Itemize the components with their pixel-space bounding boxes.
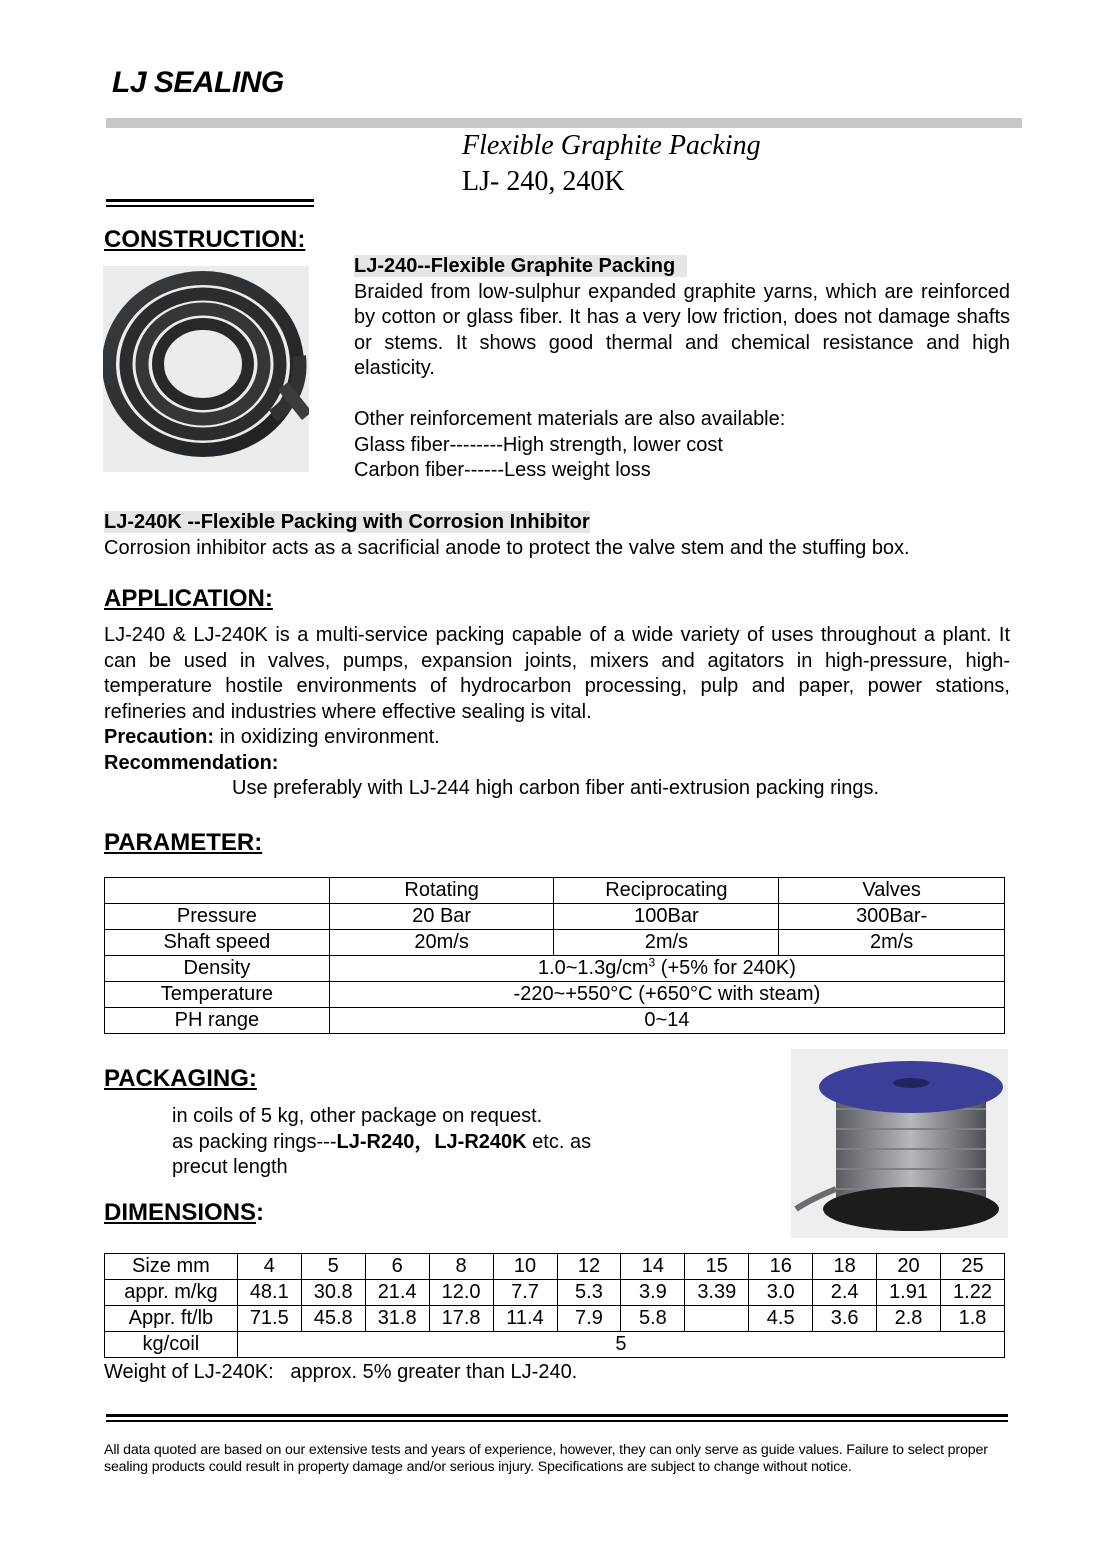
product2-block bbox=[104, 510, 1014, 561]
table-row bbox=[105, 956, 1005, 982]
brand-name: LJ SEALING bbox=[112, 66, 284, 99]
table-cell: Appr. ft/lb bbox=[105, 1306, 238, 1332]
table-cell: 12.0 bbox=[429, 1280, 493, 1306]
table-row bbox=[105, 904, 1005, 930]
parameter-heading: PARAMETER: bbox=[104, 829, 263, 856]
table-cell: PH range bbox=[105, 1008, 330, 1034]
recommendation-label: Recommendation: bbox=[104, 751, 279, 774]
table-cell: 45.8 bbox=[301, 1306, 365, 1332]
packaging-line: precut length bbox=[172, 1156, 288, 1178]
table-cell: 3.9 bbox=[621, 1280, 685, 1306]
table-row bbox=[105, 982, 1005, 1008]
table-cell: 4.5 bbox=[749, 1306, 813, 1332]
table-row bbox=[105, 1008, 1005, 1034]
dimensions-heading-colon: : bbox=[256, 1199, 265, 1226]
table-cell: 0~14 bbox=[329, 1008, 1004, 1034]
table-cell: 20 Bar bbox=[329, 904, 554, 930]
header-bar bbox=[106, 118, 1022, 128]
table-cell: 20 bbox=[877, 1254, 941, 1280]
density-superscript: 3 bbox=[648, 955, 656, 970]
product2-text: Corrosion inhibitor acts as a sacrificial anode to protect the valve stem and the stuffing box. bbox=[104, 536, 910, 559]
document-title bbox=[462, 128, 761, 200]
dimensions-note: Weight of LJ-240K: approx. 5% greater than LJ-240. bbox=[104, 1361, 578, 1383]
table-cell: 3.39 bbox=[685, 1280, 749, 1306]
table-cell: 2.8 bbox=[877, 1306, 941, 1332]
table-cell: Shaft speed bbox=[105, 930, 330, 956]
recommendation-text: Use preferably with LJ-244 high carbon fiber anti-extrusion packing rings. bbox=[232, 777, 880, 799]
table-cell: 100Bar bbox=[554, 904, 779, 930]
table-row bbox=[105, 1332, 1005, 1358]
table-cell: 11.4 bbox=[493, 1306, 557, 1332]
table-cell: 7.9 bbox=[557, 1306, 621, 1332]
table-cell bbox=[685, 1306, 749, 1332]
table-cell: Rotating bbox=[329, 878, 554, 904]
table-cell: 5 bbox=[237, 1332, 1004, 1358]
table-cell: 300Bar- bbox=[779, 904, 1005, 930]
table-cell: Reciprocating bbox=[554, 878, 779, 904]
table-cell: Size mm bbox=[105, 1254, 238, 1280]
coil-photo bbox=[103, 266, 309, 472]
table-cell: Density bbox=[105, 956, 330, 982]
table-cell: 3.0 bbox=[749, 1280, 813, 1306]
table-cell: 2m/s bbox=[554, 930, 779, 956]
title-line-1: Flexible Graphite Packing bbox=[462, 130, 761, 161]
product1-text: Braided from low-sulphur expanded graphite yarns, which are reinforced by cotton or glass fiber. It has a very low friction, does not damage shafts or stems. It shows good thermal and chemical resistance and high elasticity. bbox=[354, 280, 1010, 379]
dimensions-table bbox=[104, 1253, 1005, 1358]
table-cell: 18 bbox=[813, 1254, 877, 1280]
table-cell: 1.91 bbox=[877, 1280, 941, 1306]
table-cell: 2.4 bbox=[813, 1280, 877, 1306]
dimensions-heading bbox=[104, 1199, 264, 1227]
parameter-table bbox=[104, 877, 1005, 1034]
packaging-heading: PACKAGING: bbox=[104, 1065, 257, 1092]
table-cell: 15 bbox=[685, 1254, 749, 1280]
section-rule bbox=[106, 205, 314, 207]
table-row bbox=[105, 1280, 1005, 1306]
section-rule bbox=[106, 199, 314, 202]
spool-photo bbox=[791, 1049, 1008, 1238]
packaging-block bbox=[172, 1104, 732, 1181]
table-cell: 8 bbox=[429, 1254, 493, 1280]
table-cell: 12 bbox=[557, 1254, 621, 1280]
table-cell: 6 bbox=[365, 1254, 429, 1280]
table-cell: 25 bbox=[941, 1254, 1005, 1280]
density-value: 1.0~1.3g/cm bbox=[537, 957, 649, 979]
table-cell: -220~+550°C (+650°C with steam) bbox=[329, 982, 1004, 1008]
table-cell bbox=[329, 956, 1004, 982]
application-text: LJ-240 & LJ-240K is a multi-service packing capable of a wide variety of uses throughout a plant. It can be used in valves, pumps, expansion joints, mixers and agitators in high-pressure, high-temperature hostile environments of hydrocarbon processing, pulp and paper, power stations, refineries and industries where effective sealing is vital. bbox=[104, 624, 1010, 723]
table-cell: 21.4 bbox=[365, 1280, 429, 1306]
packaging-line: in coils of 5 kg, other package on request. bbox=[172, 1105, 543, 1127]
footer-rule bbox=[106, 1420, 1008, 1422]
other-material-item: Carbon fiber------Less weight loss bbox=[354, 459, 651, 481]
dimensions-heading-text: DIMENSIONS bbox=[104, 1199, 257, 1226]
product2-title: LJ-240K --Flexible Packing with Corrosion Inhibitor bbox=[104, 511, 590, 533]
table-cell: 48.1 bbox=[237, 1280, 301, 1306]
table-cell: Valves bbox=[779, 878, 1005, 904]
table-cell: 1.22 bbox=[941, 1280, 1005, 1306]
table-cell: 5.8 bbox=[621, 1306, 685, 1332]
table-cell: 4 bbox=[237, 1254, 301, 1280]
table-cell bbox=[105, 878, 330, 904]
footer-disclaimer: All data quoted are based on our extensive tests and years of experience, however, they can only serve as guide values. Failure to select proper sealing products could result in property damage and/or serious injury. Specifications are subject to change without notice. bbox=[104, 1442, 988, 1475]
table-cell: 1.8 bbox=[941, 1306, 1005, 1332]
table-cell: 5 bbox=[301, 1254, 365, 1280]
table-cell: 30.8 bbox=[301, 1280, 365, 1306]
packaging-ring-codes: LJ-R240，LJ-R240K bbox=[336, 1130, 527, 1153]
table-cell: kg/coil bbox=[105, 1332, 238, 1358]
table-cell: 10 bbox=[493, 1254, 557, 1280]
packaging-line: etc. as bbox=[526, 1130, 592, 1153]
table-row bbox=[105, 930, 1005, 956]
table-cell: 3.6 bbox=[813, 1306, 877, 1332]
table-cell: 14 bbox=[621, 1254, 685, 1280]
table-cell: 5.3 bbox=[557, 1280, 621, 1306]
other-material-item: Glass fiber--------High strength, lower cost bbox=[354, 433, 723, 456]
density-note: (+5% for 240K) bbox=[655, 957, 796, 979]
table-cell: 71.5 bbox=[237, 1306, 301, 1332]
precaution-text: in oxidizing environment. bbox=[214, 726, 440, 748]
packaging-line: as packing rings--- bbox=[172, 1130, 337, 1153]
table-row bbox=[105, 1306, 1005, 1332]
precaution-label: Precaution: bbox=[104, 726, 215, 748]
construction-heading: CONSTRUCTION: bbox=[104, 226, 306, 253]
product1-title: LJ-240--Flexible Graphite Packing bbox=[354, 255, 687, 277]
table-cell: Pressure bbox=[105, 904, 330, 930]
product1-block bbox=[354, 254, 1010, 484]
application-heading: APPLICATION: bbox=[104, 585, 273, 612]
table-cell: 17.8 bbox=[429, 1306, 493, 1332]
other-materials-intro: Other reinforcement materials are also available: bbox=[354, 408, 786, 430]
table-cell: 16 bbox=[749, 1254, 813, 1280]
footer-rule bbox=[106, 1414, 1008, 1417]
table-cell: 7.7 bbox=[493, 1280, 557, 1306]
application-block bbox=[104, 623, 1010, 802]
table-cell: 2m/s bbox=[779, 930, 1005, 956]
table-cell: Temperature bbox=[105, 982, 330, 1008]
table-cell: 31.8 bbox=[365, 1306, 429, 1332]
table-row bbox=[105, 878, 1005, 904]
table-cell: appr. m/kg bbox=[105, 1280, 238, 1306]
table-cell: 20m/s bbox=[329, 930, 554, 956]
table-row bbox=[105, 1254, 1005, 1280]
title-line-2: LJ- 240, 240K bbox=[462, 166, 625, 197]
